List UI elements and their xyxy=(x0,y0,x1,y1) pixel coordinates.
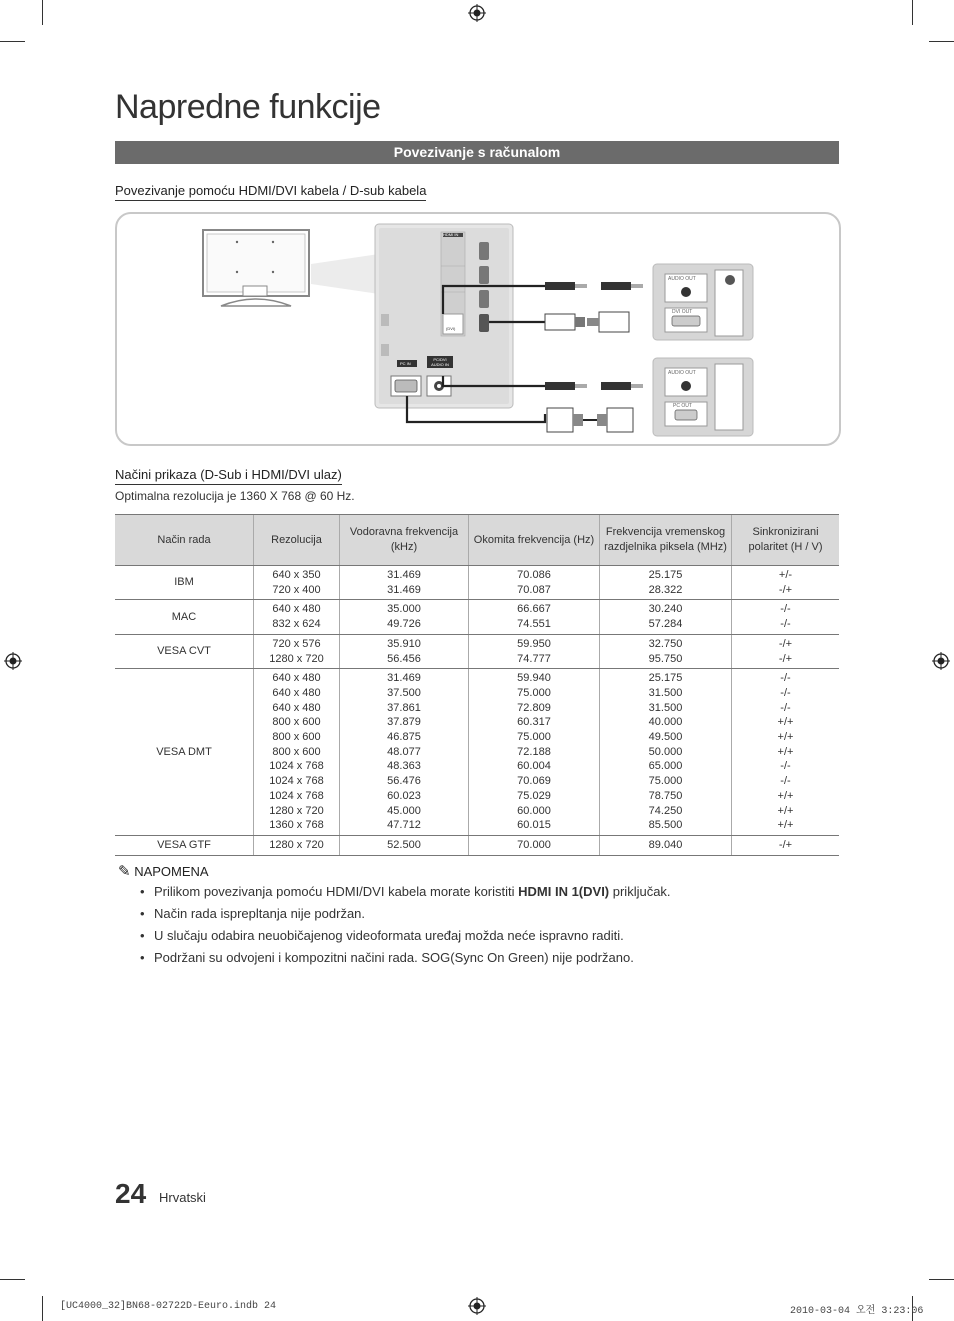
cell-value: +/+ xyxy=(777,789,794,802)
cell-value: 640 x 480 xyxy=(272,603,321,616)
cell-value: -/- xyxy=(780,672,791,685)
pc-in-label: PC IN xyxy=(400,361,411,366)
list-item xyxy=(140,884,840,900)
cell-value: 74.777 xyxy=(517,652,551,665)
cell-value: -/+ xyxy=(778,838,793,851)
table-row xyxy=(115,669,839,836)
clk-cell xyxy=(600,669,732,836)
table-header-cell: Frekvencija vremenskog razdjelnika piksela (MHz) xyxy=(600,515,732,566)
cell-value: 66.667 xyxy=(517,603,551,616)
audio-cable-icon xyxy=(545,282,643,390)
cell-value: 49.500 xyxy=(648,731,683,744)
cell-value: 72.809 xyxy=(517,701,551,714)
cell-value: 800 x 600 xyxy=(272,716,321,729)
cell-value: 89.040 xyxy=(648,838,683,851)
dsub-cable-icon xyxy=(547,408,633,432)
cell-value: 60.023 xyxy=(387,789,421,802)
table-header-row xyxy=(115,515,839,566)
audio-out-label: AUDIO OUT xyxy=(668,276,696,282)
table-header-cell: Sinkronizirani polaritet (H / V) xyxy=(732,515,840,566)
connection-diagram-illustration xyxy=(117,214,839,444)
cell-value: 1280 x 720 xyxy=(269,652,324,665)
crop-mark xyxy=(929,41,954,42)
display-modes-table xyxy=(115,514,839,856)
cell-value: 46.875 xyxy=(387,731,421,744)
clk-cell xyxy=(600,835,732,855)
cell-value: 1024 x 768 xyxy=(269,789,324,802)
note-list xyxy=(140,884,840,972)
pol-cell xyxy=(732,669,840,836)
cell-value: 75.000 xyxy=(517,731,551,744)
connection-heading: Povezivanje pomoću HDMI/DVI kabela / D-sub kabela xyxy=(115,183,426,201)
page-number: 24 xyxy=(115,1178,147,1209)
mode-cell: VESA CVT xyxy=(115,634,254,668)
cell-value: 1360 x 768 xyxy=(269,819,324,832)
cell-value: 74.551 xyxy=(517,618,551,631)
cell-value: -/+ xyxy=(778,637,793,650)
footer-timestamp: 2010-03-04 오전 3:23:06 xyxy=(790,1306,924,1317)
pencil-icon: ✎ xyxy=(118,863,131,880)
cell-value: 47.712 xyxy=(387,819,421,832)
cell-value: -/+ xyxy=(778,583,793,596)
note-text-bold: HDMI IN 1(DVI) xyxy=(518,884,610,899)
connection-diagram xyxy=(115,212,841,446)
note-title xyxy=(118,862,209,880)
cell-value: 60.317 xyxy=(517,716,551,729)
language-label: Hrvatski xyxy=(159,1190,206,1205)
dvi-out-label: DVI OUT xyxy=(672,309,693,315)
clk-cell xyxy=(600,634,732,668)
cell-value: -/- xyxy=(780,686,791,699)
crop-mark xyxy=(0,41,25,42)
pc-out-label: PC OUT xyxy=(673,403,692,409)
cell-value: 1280 x 720 xyxy=(269,804,324,817)
hdmi-in-label: HDMI IN xyxy=(443,232,459,237)
cell-value: +/+ xyxy=(777,731,794,744)
tv-front-icon xyxy=(203,230,309,306)
h-cell xyxy=(340,634,469,668)
cell-value: 50.000 xyxy=(648,745,683,758)
v-cell xyxy=(469,600,600,634)
mode-cell: MAC xyxy=(115,600,254,634)
cell-value: -/- xyxy=(780,618,791,631)
table-row xyxy=(115,600,839,634)
cell-value: 640 x 350 xyxy=(272,569,321,581)
footer-file-info: [UC4000_32]BN68-02722D-Eeuro.indb 24 xyxy=(60,1301,277,1312)
cell-value: 31.469 xyxy=(387,583,421,596)
cell-value: 40.000 xyxy=(648,716,683,729)
cell-value: 31.469 xyxy=(387,672,421,685)
v-cell xyxy=(469,566,600,600)
pol-cell xyxy=(732,634,840,668)
table-header-cell: Način rada xyxy=(115,515,254,566)
pc-dvi-audio-in-label: PC/DVI AUDIO IN xyxy=(431,357,449,367)
table-header-cell: Rezolucija xyxy=(254,515,340,566)
note-text: Prilikom povezivanja pomoću HDMI/DVI kabela morate koristiti xyxy=(154,884,519,899)
cell-value: 56.456 xyxy=(387,652,421,665)
clk-cell xyxy=(600,600,732,634)
cell-value: 37.500 xyxy=(387,686,421,699)
optimal-resolution-text: Optimalna rezolucija je 1360 X 768 @ 60 Hz. xyxy=(115,489,355,503)
cell-value: 35.910 xyxy=(387,637,421,650)
audio-out-label: AUDIO OUT xyxy=(668,370,696,376)
cell-value: 48.077 xyxy=(387,745,421,758)
cell-value: 74.250 xyxy=(648,804,683,817)
cell-value: 30.240 xyxy=(648,603,683,616)
cell-value: 52.500 xyxy=(387,838,421,851)
cell-value: -/- xyxy=(780,603,791,616)
h-cell xyxy=(340,669,469,836)
note-text: priključak. xyxy=(609,884,671,899)
cell-value: 832 x 624 xyxy=(272,618,321,631)
cell-value: -/+ xyxy=(778,652,793,665)
list-item: • U slučaju odabira neuobičajenog videoformata uređaj možda neće ispravno raditi. xyxy=(140,928,840,944)
cell-value: 31.500 xyxy=(648,701,683,714)
pol-cell xyxy=(732,835,840,855)
table-header-cell: Okomita frekvencija (Hz) xyxy=(469,515,600,566)
table-row xyxy=(115,634,839,668)
crop-mark xyxy=(0,1279,25,1280)
cell-value: 60.000 xyxy=(517,804,551,817)
cell-value: +/- xyxy=(778,569,793,581)
pol-cell xyxy=(732,566,840,600)
cell-value: 31.469 xyxy=(387,569,421,581)
registration-mark-icon xyxy=(4,652,22,670)
cell-value: 800 x 600 xyxy=(272,731,321,744)
cell-value: 57.284 xyxy=(648,618,683,631)
registration-mark-icon xyxy=(932,652,950,670)
dvi-label: (DVI) xyxy=(446,326,456,331)
crop-mark xyxy=(929,1279,954,1280)
h-cell xyxy=(340,835,469,855)
cell-value: 78.750 xyxy=(648,789,683,802)
cell-value: 720 x 400 xyxy=(272,583,321,596)
cell-value: +/+ xyxy=(777,819,794,832)
table-header-cell: Vodoravna frekvencija (kHz) xyxy=(340,515,469,566)
list-item: • Podržani su odvojeni i kompozitni načini rada. SOG(Sync On Green) nije podržano. xyxy=(140,950,840,966)
cell-value: +/+ xyxy=(777,716,794,729)
res-cell xyxy=(254,634,340,668)
clk-cell xyxy=(600,566,732,600)
cell-value: 72.188 xyxy=(517,745,551,758)
page-title: Napredne funkcije xyxy=(115,88,381,126)
cell-value: 35.000 xyxy=(387,603,421,616)
cell-value: +/+ xyxy=(777,745,794,758)
cell-value: -/- xyxy=(780,760,791,773)
cell-value: 48.363 xyxy=(387,760,421,773)
table-row xyxy=(115,566,839,600)
cell-value: 32.750 xyxy=(648,637,683,650)
cell-value: -/- xyxy=(780,701,791,714)
cell-value: 720 x 576 xyxy=(272,637,321,650)
cell-value: 37.879 xyxy=(387,716,421,729)
table-row xyxy=(115,835,839,855)
cell-value: 70.069 xyxy=(517,775,551,788)
cell-value: 28.322 xyxy=(648,583,683,596)
cell-value: 25.175 xyxy=(648,672,683,685)
cell-value: 60.015 xyxy=(517,819,551,832)
cell-value: 70.087 xyxy=(517,583,551,596)
res-cell xyxy=(254,835,340,855)
cell-value: 75.000 xyxy=(648,775,683,788)
cell-value: 95.750 xyxy=(648,652,683,665)
cell-value: 60.004 xyxy=(517,760,551,773)
h-cell xyxy=(340,566,469,600)
mode-cell: VESA GTF xyxy=(115,835,254,855)
cell-value: 1280 x 720 xyxy=(269,838,324,851)
cell-value: 75.000 xyxy=(517,686,551,699)
cell-value: 70.086 xyxy=(517,569,551,581)
note-title-text: NAPOMENA xyxy=(134,864,209,879)
cell-value: 56.476 xyxy=(387,775,421,788)
cell-value: -/- xyxy=(780,775,791,788)
modes-heading: Načini prikaza (D-Sub i HDMI/DVI ulaz) xyxy=(115,467,342,485)
cell-value: 31.500 xyxy=(648,686,683,699)
v-cell xyxy=(469,634,600,668)
cell-value: 800 x 600 xyxy=(272,745,321,758)
cell-value: 49.726 xyxy=(387,618,421,631)
list-item: • Način rada isprepltanja nije podržan. xyxy=(140,906,840,922)
section-title-bar: Povezivanje s računalom xyxy=(115,141,839,164)
cell-value: 1024 x 768 xyxy=(269,775,324,788)
cell-value: 59.950 xyxy=(517,637,551,650)
mode-cell: IBM xyxy=(115,566,254,600)
mode-cell: VESA DMT xyxy=(115,669,254,836)
cell-value: 75.029 xyxy=(517,789,551,802)
crop-mark xyxy=(42,0,43,25)
cell-value: 59.940 xyxy=(517,672,551,685)
cell-value: +/+ xyxy=(777,804,794,817)
cell-value: 640 x 480 xyxy=(272,686,321,699)
registration-mark-icon xyxy=(468,4,486,22)
h-cell xyxy=(340,600,469,634)
res-cell xyxy=(254,600,340,634)
res-cell xyxy=(254,566,340,600)
cell-value: 640 x 480 xyxy=(272,701,321,714)
cell-value: 45.000 xyxy=(387,804,421,817)
cell-value: 37.861 xyxy=(387,701,421,714)
cell-value: 85.500 xyxy=(648,819,683,832)
crop-mark xyxy=(42,1296,43,1321)
crop-mark xyxy=(912,0,913,25)
cell-value: 640 x 480 xyxy=(272,672,321,685)
registration-mark-icon xyxy=(468,1297,486,1315)
hdmi-dvi-cable-icon xyxy=(545,312,629,332)
cell-value: 1024 x 768 xyxy=(269,760,324,773)
cell-value: 65.000 xyxy=(648,760,683,773)
v-cell xyxy=(469,835,600,855)
v-cell xyxy=(469,669,600,836)
cell-value: 25.175 xyxy=(648,569,683,581)
cell-value: 70.000 xyxy=(517,838,551,851)
res-cell xyxy=(254,669,340,836)
pol-cell xyxy=(732,600,840,634)
